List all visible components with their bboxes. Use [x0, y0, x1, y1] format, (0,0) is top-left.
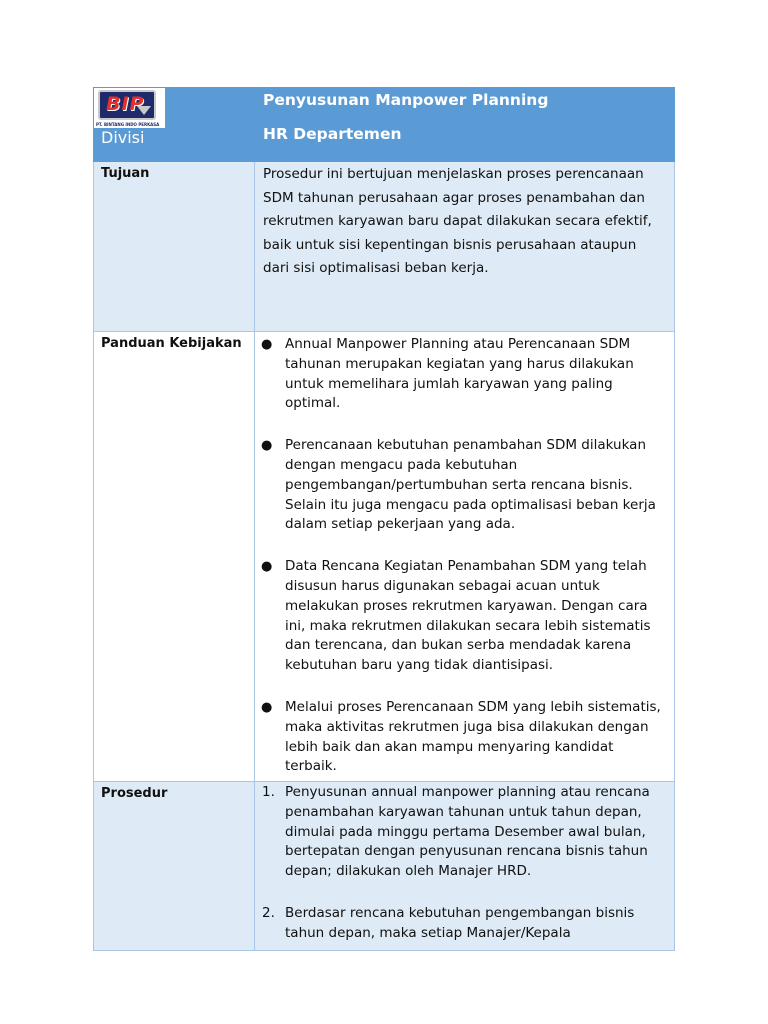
logo-text: BIP [106, 93, 145, 115]
bullet-icon: ● [261, 337, 273, 352]
list-item [255, 436, 668, 535]
company-logo [94, 88, 165, 128]
list-item-text: Berdasar rencana kebutuhan pengembangan bisnis tahun depan, maka setiap Manajer/Kepala [285, 904, 635, 941]
panduan-label: Panduan Kebijakan [94, 332, 255, 782]
step-number: 2. [262, 904, 275, 921]
list-item-text: Penyusunan annual manpower planning atau rencana penambahan karyawan tahunan untuk tahun depan, dimulai pada minggu pertama Desember awal bulan, bertepatan dengan penyusunan rencana bisnis tahun depan; dilakukan oleh Manajer HRD. [285, 784, 650, 880]
list-item-text: Perencanaan kebutuhan penambahan SDM dilakukan dengan mengacu pada kebutuhan pengembangan/pertumbuhan serta rencana bisnis. Selain itu juga mengacu pada optimalisasi beban kerja dalam setiap pekerjaan yang ada. [285, 437, 656, 533]
list-item-text: Melalui proses Perencanaan SDM yang lebih sistematis, maka aktivitas rekrutmen juga bisa dilakukan dengan lebih baik dan akan mampu menyaring kandidat terbaik. [285, 698, 661, 775]
panduan-cell [255, 332, 675, 782]
step-number: 1. [262, 784, 275, 800]
prosedur-row [94, 782, 675, 951]
list-item [255, 698, 668, 777]
prosedur-label: Prosedur [94, 782, 255, 951]
header-row [94, 88, 675, 162]
header-left-cell [94, 88, 255, 162]
department-name: HR Departemen [263, 125, 402, 143]
bullet-icon: ● [261, 438, 273, 454]
list-item [255, 904, 668, 944]
list-item-text: Data Rencana Kegiatan Penambahan SDM yang telah disusun harus digunakan sebagai acuan untuk melakukan proses rekrutmen karyawan. Dengan cara ini, maka rekrutmen dilakukan secara lebih sistematis dan terencana, dan bukan serba mendadak karena kebutuhan baru yang tidak diantisipasi. [285, 558, 651, 674]
divisi-label: Divisi [101, 128, 145, 147]
list-item-text: Annual Manpower Planning atau Perencanaan SDM tahunan merupakan kegiatan yang harus dilakukan untuk memelihara jumlah karyawan yang paling optimal. [285, 336, 634, 412]
logo-chevron-icon [137, 106, 151, 115]
tujuan-row [94, 162, 675, 332]
panduan-list [255, 333, 674, 777]
tujuan-label: Tujuan [94, 162, 255, 332]
list-item [255, 335, 668, 414]
procedure-table [93, 87, 675, 951]
bullet-icon: ● [261, 699, 273, 715]
list-item [255, 557, 668, 676]
prosedur-list [255, 783, 674, 944]
document-title: Penyusunan Manpower Planning [263, 91, 549, 109]
list-item [255, 783, 668, 882]
logo-badge [98, 90, 156, 120]
panduan-row [94, 332, 675, 782]
prosedur-cell [255, 782, 675, 951]
bullet-icon: ● [261, 559, 273, 575]
logo-caption: PT. BINTANG INDO PERKASA [96, 122, 160, 127]
header-right-cell [255, 88, 675, 162]
tujuan-text: Prosedur ini bertujuan menjelaskan proses perencanaan SDM tahunan perusahaan agar proses penambahan dan rekrutmen karyawan baru dapat dilakukan secara efektif, baik untuk sisi kepentingan bisnis perusahaan ataupun dari sisi optimalisasi beban kerja. [255, 162, 675, 332]
